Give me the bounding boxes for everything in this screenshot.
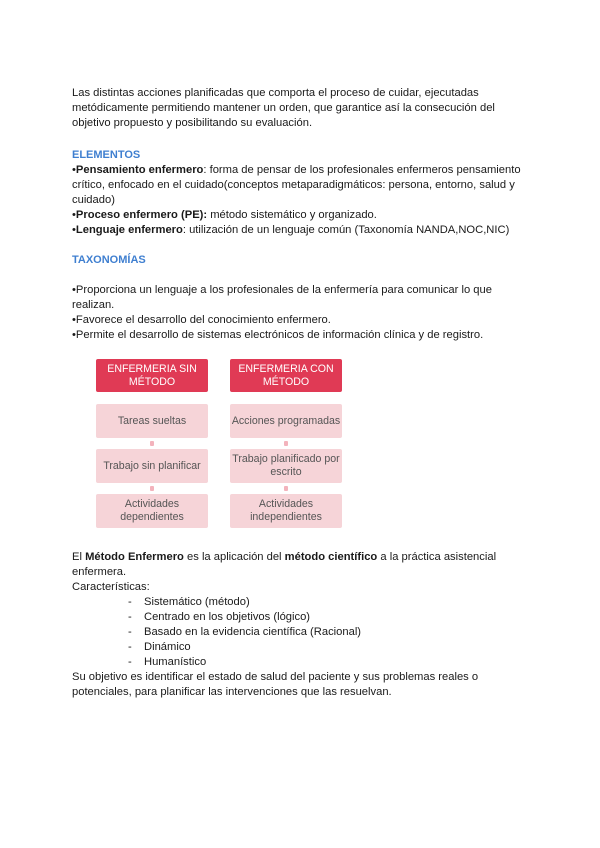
- column-sin-metodo: [96, 359, 208, 539]
- list-item: - Humanístico: [128, 656, 207, 668]
- connector-arrow: [150, 486, 154, 491]
- elementos-item: •Proceso enfermero (PE): método sistemático y organizado.: [72, 209, 377, 221]
- box-tareas-sueltas: Tareas sueltas: [96, 404, 208, 438]
- list-item: - Sistemático (método): [128, 596, 250, 608]
- list-item: - Dinámico: [128, 641, 191, 653]
- caracteristicas-list: [72, 595, 532, 670]
- document-page: [72, 86, 532, 700]
- column-con-metodo: [230, 359, 342, 539]
- intro-paragraph: Las distintas acciones planificadas que comporta el proceso de cuidar, ejecutadas metódicamente permitiendo mantener un orden, que garantice así la consecución del objetivo propuesto y posibilitando su evaluación.: [72, 87, 495, 129]
- connector-arrow: [150, 441, 154, 446]
- box-trabajo-sin-planificar: Trabajo sin planificar: [96, 449, 208, 483]
- elementos-heading: ELEMENTOS: [72, 149, 141, 161]
- taxonomias-heading: TAXONOMÍAS: [72, 254, 146, 266]
- box-trabajo-planificado: Trabajo planificado por escrito: [230, 449, 342, 483]
- taxonomias-item: •Permite el desarrollo de sistemas electrónicos de información clínica y de registro.: [72, 329, 484, 341]
- objetivo-paragraph: Su objetivo es identificar el estado de salud del paciente y sus problemas reales o potenciales, para planificar las intervenciones que las resuelvan.: [72, 671, 479, 698]
- elementos-item: •Lenguaje enfermero: utilización de un lenguaje común (Taxonomía NANDA,NOC,NIC): [72, 224, 510, 236]
- comparison-diagram: [96, 359, 366, 537]
- taxonomias-item: •Proporciona un lenguaje a los profesionales de la enfermería para comunicar lo que realizan.: [72, 284, 492, 311]
- caracteristicas-label: Características:: [72, 581, 150, 593]
- header-con-metodo: ENFERMERIA CON MÉTODO: [230, 359, 342, 392]
- metodo-paragraph: El Método Enfermero es la aplicación del método científico a la práctica asistencial enfermera.: [72, 551, 497, 578]
- box-acciones-programadas: Acciones programadas: [230, 404, 342, 438]
- header-sin-metodo: ENFERMERIA SIN MÉTODO: [96, 359, 208, 392]
- elementos-item: •Pensamiento enfermero: forma de pensar de los profesionales enfermeros pensamiento crítico, enfocado en el cuidado(conceptos metaparadigmáticos: persona, entorno, salud y cuidado): [72, 164, 521, 206]
- box-actividades-independientes: Actividades independientes: [230, 494, 342, 528]
- connector-arrow: [284, 486, 288, 491]
- list-item: - Centrado en los objetivos (lógico): [128, 611, 311, 623]
- connector-arrow: [284, 441, 288, 446]
- taxonomias-item: •Favorece el desarrollo del conocimiento enfermero.: [72, 314, 331, 326]
- list-item: - Basado en la evidencia científica (Racional): [128, 626, 362, 638]
- box-actividades-dependientes: Actividades dependientes: [96, 494, 208, 528]
